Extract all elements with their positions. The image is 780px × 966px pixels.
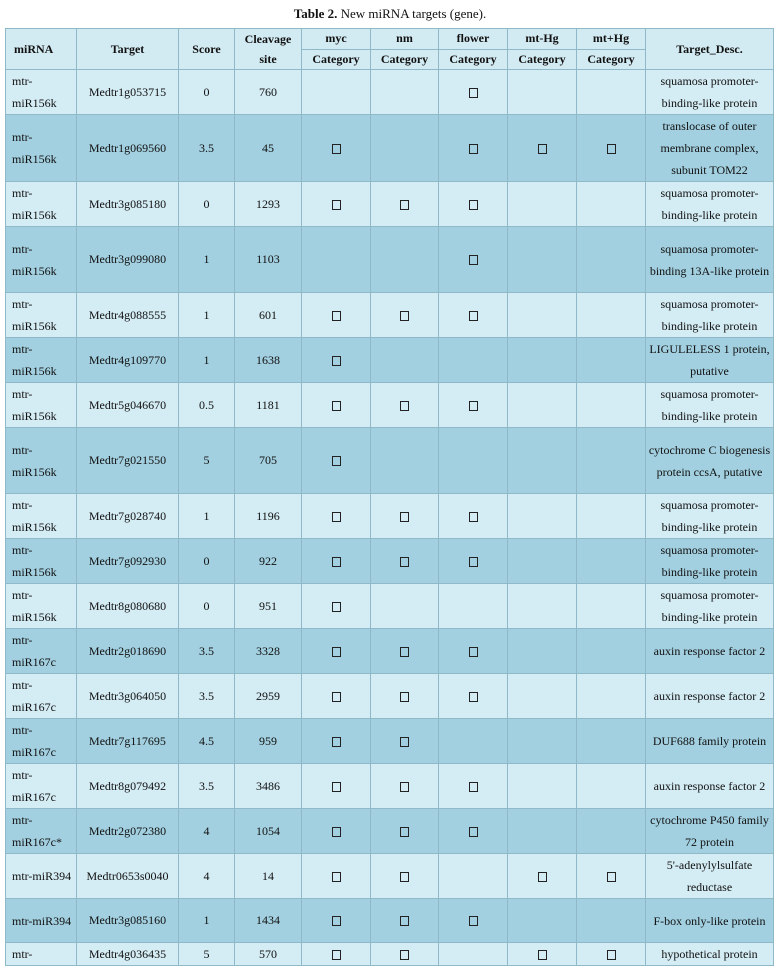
cell-category-myc: [302, 899, 371, 943]
cell-category-mthg: [508, 115, 577, 182]
cell-category-myc: [302, 428, 371, 494]
checkbox-icon: [400, 401, 409, 411]
cell-category-nm: [371, 539, 439, 584]
cell-category-flower: [439, 809, 508, 854]
checkbox-icon: [607, 144, 616, 154]
checkbox-icon: [469, 200, 478, 210]
cell-category-mthg: [508, 719, 577, 764]
cell-mirna: mtr-miR167c*: [6, 809, 77, 854]
cell-category-mtphg: [577, 854, 646, 899]
checkbox-icon: [469, 401, 478, 411]
cell-score: 3.5: [179, 674, 235, 719]
cell-category-flower: [439, 428, 508, 494]
cell-category-nm: [371, 809, 439, 854]
cell-score: 0: [179, 182, 235, 227]
checkbox-icon: [332, 356, 341, 366]
cell-score: 5: [179, 428, 235, 494]
table-row: [6, 943, 774, 966]
cell-category-flower: [439, 539, 508, 584]
cell-category-flower: [439, 383, 508, 428]
cell-target: Medtr8g079492: [77, 764, 179, 809]
cell-score: 1: [179, 227, 235, 293]
cell-mirna: mtr-miR156k: [6, 70, 77, 115]
cell-category-nm: [371, 943, 439, 966]
cell-cleavage-site: 760: [235, 70, 302, 115]
cell-category-mthg: [508, 674, 577, 719]
cell-category-flower: [439, 293, 508, 338]
checkbox-icon: [538, 872, 547, 882]
cell-target-desc: cytochrome P450 family 72 protein: [646, 809, 774, 854]
cell-target-desc: auxin response factor 2: [646, 629, 774, 674]
cell-target: Medtr3g085180: [77, 182, 179, 227]
cell-category-mthg: [508, 899, 577, 943]
cell-category-mtphg: [577, 494, 646, 539]
cell-category-myc: [302, 338, 371, 383]
cell-category-myc: [302, 227, 371, 293]
cell-category-mtphg: [577, 70, 646, 115]
checkbox-icon: [400, 950, 409, 960]
table-row: [6, 227, 774, 293]
cell-category-mtphg: [577, 227, 646, 293]
cell-category-myc: [302, 854, 371, 899]
table-caption-text: New miRNA targets (gene).: [337, 6, 487, 21]
table-row: [6, 182, 774, 227]
cell-mirna: mtr-miR156k: [6, 182, 77, 227]
cell-target: Medtr7g092930: [77, 539, 179, 584]
cell-score: 1: [179, 899, 235, 943]
cell-mirna: mtr-miR156k: [6, 338, 77, 383]
cell-category-mthg: [508, 428, 577, 494]
cell-target-desc: squamosa promoter-binding-like protein: [646, 182, 774, 227]
checkbox-icon: [400, 200, 409, 210]
cell-target: Medtr1g069560: [77, 115, 179, 182]
cell-category-nm: [371, 674, 439, 719]
cell-cleavage-site: 1293: [235, 182, 302, 227]
cell-score: 4.5: [179, 719, 235, 764]
cell-category-myc: [302, 629, 371, 674]
table-row: [6, 383, 774, 428]
cell-category-mtphg: [577, 584, 646, 629]
cell-mirna: mtr-miR167c: [6, 719, 77, 764]
cell-score: 1: [179, 338, 235, 383]
checkbox-icon: [332, 401, 341, 411]
cell-category-myc: [302, 182, 371, 227]
cell-category-flower: [439, 764, 508, 809]
cell-category-mthg: [508, 494, 577, 539]
cell-category-mthg: [508, 943, 577, 966]
cell-target: Medtr3g099080: [77, 227, 179, 293]
header-category-mt-plus-hg: Category: [577, 49, 646, 70]
checkbox-icon: [469, 916, 478, 926]
checkbox-icon: [469, 827, 478, 837]
cell-mirna: mtr-miR156k: [6, 383, 77, 428]
header-nm: nm: [371, 29, 439, 50]
cell-category-mthg: [508, 227, 577, 293]
cell-target-desc: auxin response factor 2: [646, 764, 774, 809]
cell-category-mthg: [508, 854, 577, 899]
table-row: [6, 809, 774, 854]
table-row: [6, 428, 774, 494]
cell-category-nm: [371, 383, 439, 428]
cell-category-nm: [371, 227, 439, 293]
cell-category-flower: [439, 115, 508, 182]
table-row: [6, 719, 774, 764]
cell-category-flower: [439, 899, 508, 943]
cell-category-mtphg: [577, 338, 646, 383]
header-category-mt-minus-hg: Category: [508, 49, 577, 70]
checkbox-icon: [607, 872, 616, 882]
cell-mirna: mtr-miR156k: [6, 293, 77, 338]
cell-mirna: mtr-miR156k: [6, 115, 77, 182]
checkbox-icon: [607, 950, 616, 960]
cell-cleavage-site: 705: [235, 428, 302, 494]
cell-category-mtphg: [577, 428, 646, 494]
cell-category-myc: [302, 383, 371, 428]
header-myc: myc: [302, 29, 371, 50]
cell-score: 0.5: [179, 383, 235, 428]
checkbox-icon: [400, 737, 409, 747]
cell-target: Medtr4g036435: [77, 943, 179, 966]
checkbox-icon: [332, 737, 341, 747]
cell-target: Medtr7g021550: [77, 428, 179, 494]
cell-mirna: mtr-: [6, 943, 77, 966]
cell-category-myc: [302, 293, 371, 338]
checkbox-icon: [332, 311, 341, 321]
table-row: [6, 854, 774, 899]
checkbox-icon: [469, 88, 478, 98]
cell-cleavage-site: 14: [235, 854, 302, 899]
table-row: [6, 494, 774, 539]
cell-score: 4: [179, 809, 235, 854]
header-category-nm: Category: [371, 49, 439, 70]
checkbox-icon: [332, 647, 341, 657]
cell-target: Medtr1g053715: [77, 70, 179, 115]
cell-cleavage-site: 1638: [235, 338, 302, 383]
cell-category-flower: [439, 674, 508, 719]
cell-cleavage-site: 1181: [235, 383, 302, 428]
cell-cleavage-site: 1103: [235, 227, 302, 293]
header-target: Target: [77, 29, 179, 70]
header-mt-minus-hg: mt-Hg: [508, 29, 577, 50]
table-row: [6, 539, 774, 584]
cell-mirna: mtr-miR156k: [6, 494, 77, 539]
cell-cleavage-site: 959: [235, 719, 302, 764]
cell-target-desc: squamosa promoter-binding-like protein: [646, 539, 774, 584]
checkbox-icon: [332, 872, 341, 882]
cell-target-desc: squamosa promoter-binding 13A-like protein: [646, 227, 774, 293]
cell-target: Medtr4g088555: [77, 293, 179, 338]
table-row: [6, 899, 774, 943]
cell-category-myc: [302, 943, 371, 966]
cell-cleavage-site: 601: [235, 293, 302, 338]
cell-category-mthg: [508, 584, 577, 629]
cell-category-mtphg: [577, 764, 646, 809]
cell-target: Medtr4g109770: [77, 338, 179, 383]
table-row: [6, 764, 774, 809]
checkbox-icon: [538, 144, 547, 154]
header-category-myc: Category: [302, 49, 371, 70]
cell-category-myc: [302, 809, 371, 854]
cell-target-desc: F-box only-like protein: [646, 899, 774, 943]
checkbox-icon: [469, 311, 478, 321]
checkbox-icon: [332, 827, 341, 837]
cell-category-mtphg: [577, 115, 646, 182]
table-body: [6, 70, 774, 966]
table-row: [6, 629, 774, 674]
cell-category-mtphg: [577, 674, 646, 719]
cell-category-mtphg: [577, 809, 646, 854]
checkbox-icon: [538, 950, 547, 960]
cell-category-myc: [302, 764, 371, 809]
cell-cleavage-site: 3328: [235, 629, 302, 674]
cell-score: 3.5: [179, 115, 235, 182]
cell-target: Medtr3g064050: [77, 674, 179, 719]
cell-score: 0: [179, 584, 235, 629]
cell-category-mtphg: [577, 182, 646, 227]
header-flower: flower: [439, 29, 508, 50]
checkbox-icon: [400, 916, 409, 926]
cell-target: Medtr8g080680: [77, 584, 179, 629]
cell-target-desc: squamosa promoter-binding-like protein: [646, 70, 774, 115]
checkbox-icon: [332, 782, 341, 792]
header-category-flower: Category: [439, 49, 508, 70]
cell-target-desc: LIGULELESS 1 protein, putative: [646, 338, 774, 383]
cell-mirna: mtr-miR394: [6, 854, 77, 899]
checkbox-icon: [400, 782, 409, 792]
header-cleavage-site: Cleavage site: [235, 29, 302, 70]
cell-category-nm: [371, 899, 439, 943]
checkbox-icon: [332, 144, 341, 154]
cell-category-mthg: [508, 338, 577, 383]
cell-category-mtphg: [577, 539, 646, 584]
cell-category-nm: [371, 494, 439, 539]
cell-score: 5: [179, 943, 235, 966]
cell-target: Medtr7g117695: [77, 719, 179, 764]
cell-category-flower: [439, 182, 508, 227]
cell-score: 1: [179, 494, 235, 539]
checkbox-icon: [469, 692, 478, 702]
checkbox-icon: [332, 602, 341, 612]
cell-target-desc: squamosa promoter-binding-like protein: [646, 383, 774, 428]
cell-category-myc: [302, 719, 371, 764]
cell-target: Medtr0653s0040: [77, 854, 179, 899]
cell-target: Medtr7g028740: [77, 494, 179, 539]
cell-category-nm: [371, 70, 439, 115]
checkbox-icon: [469, 144, 478, 154]
checkbox-icon: [400, 512, 409, 522]
cell-category-nm: [371, 293, 439, 338]
cell-category-mtphg: [577, 719, 646, 764]
cell-category-nm: [371, 115, 439, 182]
cell-score: 4: [179, 854, 235, 899]
cell-category-mthg: [508, 293, 577, 338]
checkbox-icon: [469, 782, 478, 792]
cell-cleavage-site: 2959: [235, 674, 302, 719]
cell-category-nm: [371, 629, 439, 674]
table-row: [6, 584, 774, 629]
cell-category-flower: [439, 227, 508, 293]
cell-category-mtphg: [577, 383, 646, 428]
table-caption: [0, 0, 780, 28]
cell-category-myc: [302, 494, 371, 539]
header-mirna: miRNA: [6, 29, 77, 70]
checkbox-icon: [332, 916, 341, 926]
cell-score: 3.5: [179, 764, 235, 809]
cell-target-desc: auxin response factor 2: [646, 674, 774, 719]
cell-category-flower: [439, 719, 508, 764]
cell-mirna: mtr-miR156k: [6, 539, 77, 584]
cell-cleavage-site: 1196: [235, 494, 302, 539]
cell-target-desc: 5'-adenylylsulfate reductase: [646, 854, 774, 899]
cell-category-mthg: [508, 764, 577, 809]
cell-category-myc: [302, 70, 371, 115]
cell-mirna: mtr-miR167c: [6, 629, 77, 674]
cell-category-nm: [371, 854, 439, 899]
cell-target-desc: hypothetical protein: [646, 943, 774, 966]
cell-category-mthg: [508, 383, 577, 428]
table-row: [6, 70, 774, 115]
cell-mirna: mtr-miR156k: [6, 227, 77, 293]
cell-target-desc: squamosa promoter-binding-like protein: [646, 293, 774, 338]
checkbox-icon: [400, 692, 409, 702]
cell-score: 0: [179, 70, 235, 115]
cell-category-mtphg: [577, 629, 646, 674]
cell-cleavage-site: 1054: [235, 809, 302, 854]
cell-target-desc: cytochrome C biogenesis protein ccsA, putative: [646, 428, 774, 494]
cell-target: Medtr3g085160: [77, 899, 179, 943]
cell-category-mthg: [508, 539, 577, 584]
table-row: [6, 115, 774, 182]
cell-target: Medtr2g018690: [77, 629, 179, 674]
cell-target-desc: DUF688 family protein: [646, 719, 774, 764]
checkbox-icon: [469, 557, 478, 567]
checkbox-icon: [469, 255, 478, 265]
cell-mirna: mtr-miR156k: [6, 584, 77, 629]
cell-category-mtphg: [577, 943, 646, 966]
header-target-desc: Target_Desc.: [646, 29, 774, 70]
cell-score: 0: [179, 539, 235, 584]
cell-category-nm: [371, 584, 439, 629]
checkbox-icon: [332, 456, 341, 466]
cell-category-flower: [439, 943, 508, 966]
cell-cleavage-site: 951: [235, 584, 302, 629]
checkbox-icon: [332, 950, 341, 960]
cell-category-flower: [439, 338, 508, 383]
table-row: [6, 293, 774, 338]
cell-mirna: mtr-miR167c: [6, 674, 77, 719]
cell-category-mthg: [508, 182, 577, 227]
cell-score: 1: [179, 293, 235, 338]
cell-target: Medtr5g046670: [77, 383, 179, 428]
checkbox-icon: [469, 512, 478, 522]
table-caption-label: Table 2.: [293, 6, 338, 21]
cell-mirna: mtr-miR394: [6, 899, 77, 943]
cell-category-mtphg: [577, 899, 646, 943]
table-row: [6, 674, 774, 719]
cell-category-nm: [371, 719, 439, 764]
cell-target-desc: squamosa promoter-binding-like protein: [646, 584, 774, 629]
cell-category-myc: [302, 674, 371, 719]
cell-mirna: mtr-miR156k: [6, 428, 77, 494]
cell-category-mtphg: [577, 293, 646, 338]
cell-category-nm: [371, 764, 439, 809]
cell-cleavage-site: 3486: [235, 764, 302, 809]
cell-target: Medtr2g072380: [77, 809, 179, 854]
checkbox-icon: [332, 200, 341, 210]
header-score: Score: [179, 29, 235, 70]
cell-target-desc: translocase of outer membrane complex, subunit TOM22: [646, 115, 774, 182]
cell-category-flower: [439, 854, 508, 899]
cell-category-myc: [302, 539, 371, 584]
cell-category-flower: [439, 494, 508, 539]
table-row: [6, 338, 774, 383]
cell-category-mthg: [508, 809, 577, 854]
cell-mirna: mtr-miR167c: [6, 764, 77, 809]
cell-category-mthg: [508, 629, 577, 674]
header-mt-plus-hg: mt+Hg: [577, 29, 646, 50]
cell-cleavage-site: 45: [235, 115, 302, 182]
checkbox-icon: [332, 512, 341, 522]
checkbox-icon: [400, 557, 409, 567]
cell-category-flower: [439, 629, 508, 674]
cell-cleavage-site: 1434: [235, 899, 302, 943]
cell-category-flower: [439, 584, 508, 629]
cell-category-mthg: [508, 70, 577, 115]
mirna-targets-table: [5, 28, 774, 966]
cell-category-myc: [302, 584, 371, 629]
checkbox-icon: [400, 647, 409, 657]
checkbox-icon: [400, 872, 409, 882]
cell-category-myc: [302, 115, 371, 182]
checkbox-icon: [469, 647, 478, 657]
cell-cleavage-site: 570: [235, 943, 302, 966]
cell-category-nm: [371, 182, 439, 227]
checkbox-icon: [332, 692, 341, 702]
checkbox-icon: [332, 557, 341, 567]
cell-cleavage-site: 922: [235, 539, 302, 584]
cell-category-nm: [371, 338, 439, 383]
cell-target-desc: squamosa promoter-binding-like protein: [646, 494, 774, 539]
checkbox-icon: [400, 827, 409, 837]
cell-score: 3.5: [179, 629, 235, 674]
cell-category-nm: [371, 428, 439, 494]
checkbox-icon: [400, 311, 409, 321]
cell-category-flower: [439, 70, 508, 115]
